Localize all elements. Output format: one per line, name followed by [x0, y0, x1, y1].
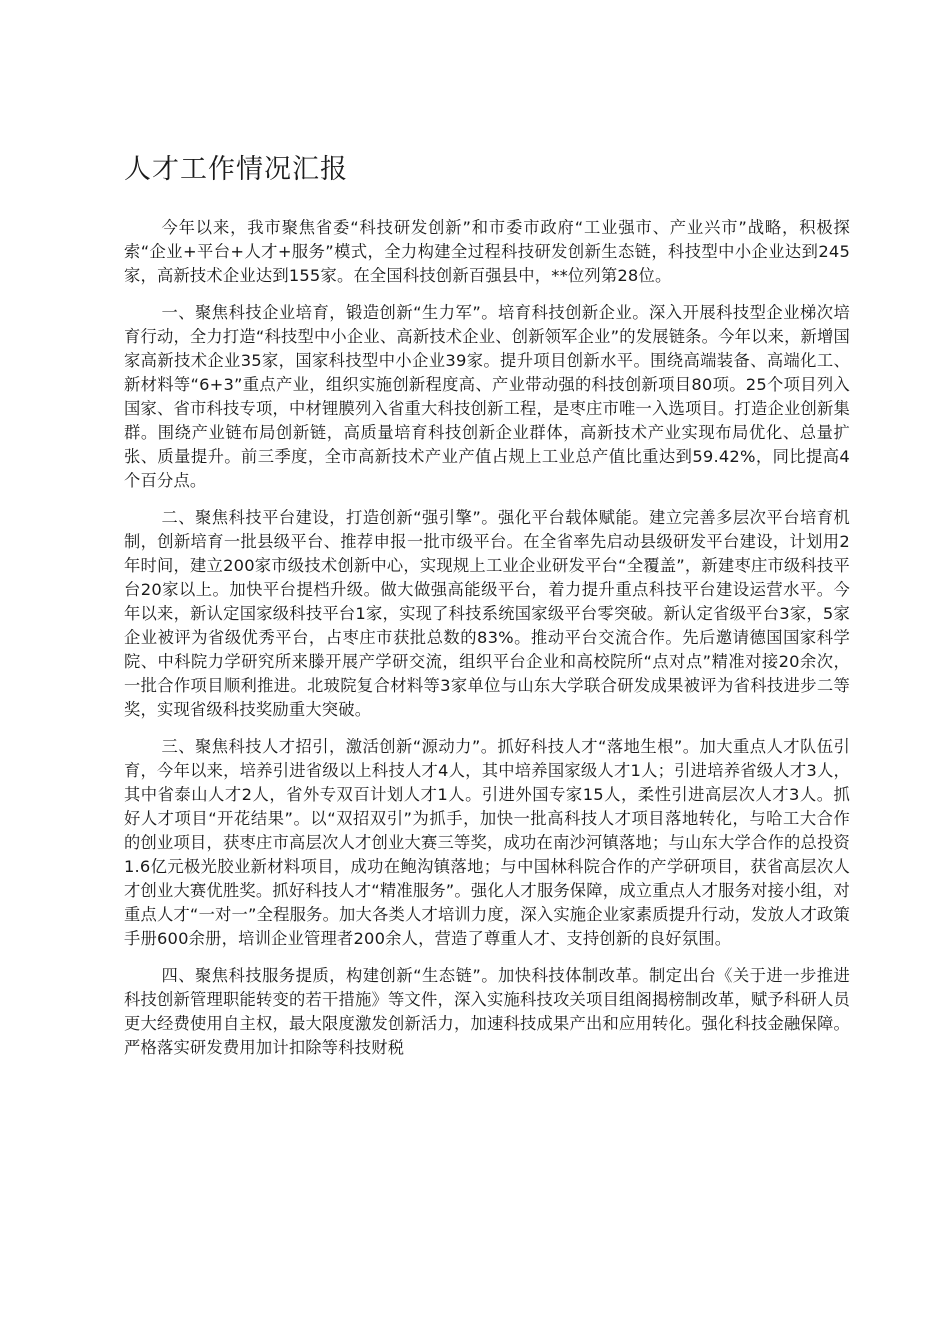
paragraph-section-3: 三、聚焦科技人才招引，激活创新“源动力”。抓好科技人才“落地生根”。加大重点人才队伍引育，今年以来，培养引进省级以上科技人才4人，其中培养国家级人才1人；引进培养省级人才3人，其中省泰山人才2人，省外专双百计划人才1人。引进外国专家15人，柔性引进高层次人才3人。抓好人才项目“开花结果”。以“双招双引”为抓手，加快一批高科技人才项目落地转化，与哈工大合作的创业项目，获枣庄市高层次人才创业大赛三等奖，成功在南沙河镇落地；与山东大学合作的总投资1.6亿元极光胶业新材料项目，成功在鲍沟镇落地；与中国林科院合作的产学研项目，获省高层次人才创业大赛优胜奖。抓好科技人才“精准服务”。强化人才服务保障，成立重点人才服务对接小组，对重点人才“一对一”全程服务。加大各类人才培训力度，深入实施企业家素质提升行动，发放人才政策手册600余册，培训企业管理者200余人，营造了尊重人才、支持创新的良好氛围。 [124, 737, 850, 948]
paragraph-intro: 今年以来，我市聚焦省委“科技研发创新”和市委市政府“工业强市、产业兴市”战略，积极探索“企业+平台+人才+服务”模式，全力构建全过程科技研发创新生态链，科技型中小企业达到245家，高新技术企业达到155家。在全国科技创新百强县中，**位列第28位。 [124, 218, 850, 285]
document-title: 人才工作情况汇报 [124, 154, 348, 185]
paragraph-section-2: 二、聚焦科技平台建设，打造创新“强引擎”。强化平台载体赋能。建立完善多层次平台培育机制，创新培育一批县级平台、推荐申报一批市级平台。在全省率先启动县级研发平台建设，计划用2年时间，建立200家市级技术创新中心，实现规上工业企业研发平台“全覆盖”，新建枣庄市级科技平台20家以上。加快平台提档升级。做大做强高能级平台，着力提升重点科技平台建设运营水平。今年以来，新认定国家级科技平台1家，实现了科技系统国家级平台零突破。新认定省级平台3家，5家企业被评为省级优秀平台，占枣庄市获批总数的83%。推动平台交流合作。先后邀请德国国家科学院、中科院力学研究所来滕开展产学研交流，组织平台企业和高校院所“点对点”精准对接20余次，一批合作项目顺利推进。北玻院复合材料等3家单位与山东大学联合研发成果被评为省科技进步二等奖，实现省级科技奖励重大突破。 [124, 508, 850, 719]
paragraph-section-1: 一、聚焦科技企业培育，锻造创新“生力军”。培育科技创新企业。深入开展科技型企业梯次培育行动，全力打造“科技型中小企业、高新技术企业、创新领军企业”的发展链条。今年以来，新增国家高新技术企业35家，国家科技型中小企业39家。提升项目创新水平。围绕高端装备、高端化工、新材料等“6+3”重点产业，组织实施创新程度高、产业带动强的科技创新项目80项。25个项目列入国家、省市科技专项，中材锂膜列入省重大科技创新工程，是枣庄市唯一入选项目。打造企业创新集群。围绕产业链布局创新链，高质量培育科技创新企业群体，高新技术产业实现布局优化、总量扩张、质量提升。前三季度，全市高新技术产业产值占规上工业总产值比重达到59.42%，同比提高4个百分点。 [124, 303, 850, 490]
paragraph-section-4: 四、聚焦科技服务提质，构建创新“生态链”。加快科技体制改革。制定出台《关于进一步推进科技创新管理职能转变的若干措施》等文件，深入实施科技攻关项目组阁揭榜制改革，赋予科研人员更大经费使用自主权，最大限度激发创新活力，加速科技成果产出和应用转化。强化科技金融保障。严格落实研发费用加计扣除等科技财税 [124, 966, 850, 1057]
